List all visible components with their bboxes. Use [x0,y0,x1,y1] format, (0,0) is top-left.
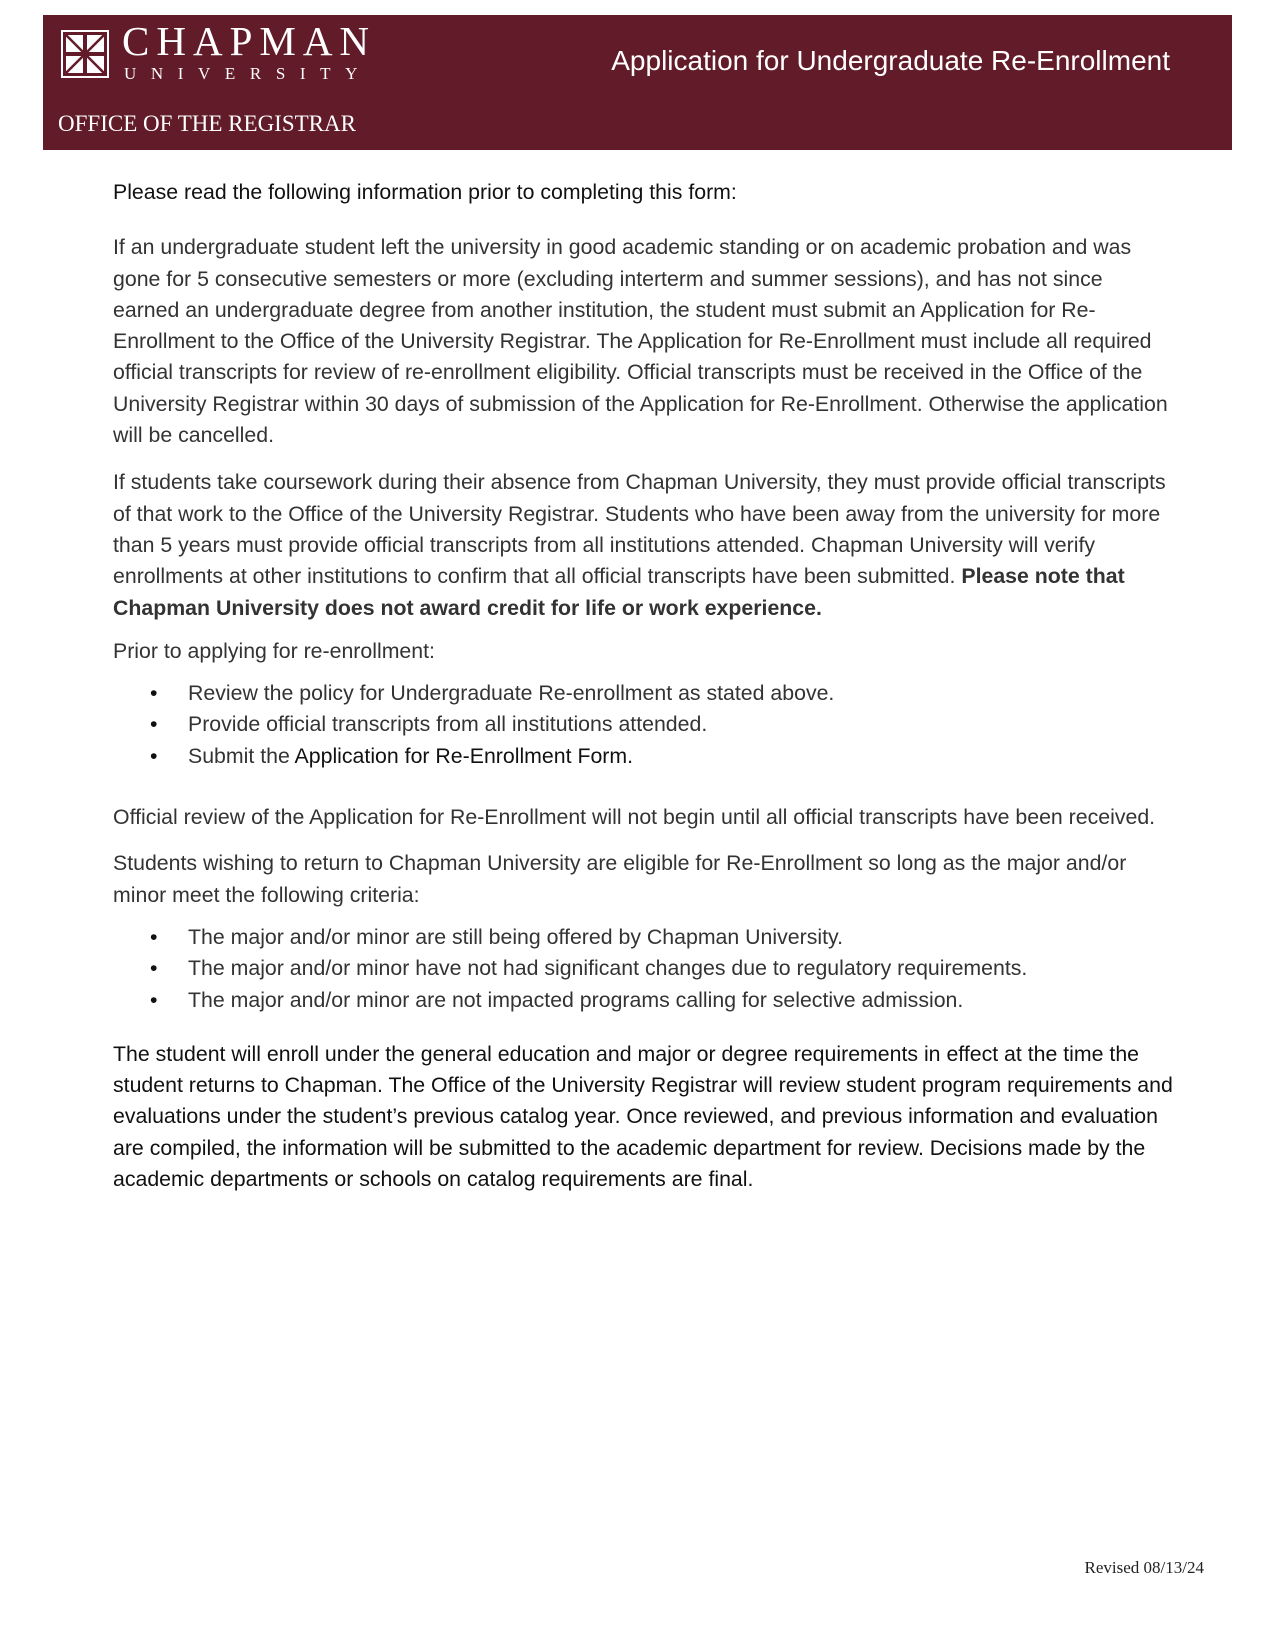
list-item: • The major and/or minor are still being offered by Chapman University. [113,922,1173,953]
prior-heading: Prior to applying for re-enrollment: [113,638,435,663]
list-item: • The major and/or minor are not impacted programs calling for selective admission. [113,985,1173,1016]
criteria-list [113,922,1173,1016]
form-title: Application for Undergraduate Re-Enrollment [611,45,1170,76]
chapman-window-logo-icon [61,30,109,78]
review-note: Official review of the Application for Re-Enrollment will not begin until all official transcripts have been received. [113,805,1156,830]
revision-date: Revised 08/13/24 [1084,1558,1204,1577]
prior-steps-list [113,678,1173,772]
criteria-intro: Students wishing to return to Chapman University are eligible for Re-Enrollment so long as the major and/or minor meet the following criteria: [113,851,1127,907]
list-item: • Provide official transcripts from all institutions attended. [113,709,1173,740]
list-item [113,741,1173,772]
university-wordmark: UNIVERSITY [124,64,372,83]
coursework-text: If students take coursework during their absence from Chapman University, they must provide official transcripts of that work to the Office of the University Registrar. Students who have been away from the university for more than 5 years must provide official transcripts from all institutions attended. Chapman University will verify enrollments at other institutions to confirm that all official transcripts have been submitted. [113,470,1166,589]
submit-prefix: Submit the [188,743,295,768]
list-item: • The major and/or minor have not had significant changes due to regulatory requirements. [113,953,1173,984]
header-banner [43,15,1232,150]
list-item: • Review the policy for Undergraduate Re-enrollment as stated above. [113,678,1173,709]
application-form-link[interactable]: Application for Re-Enrollment Form. [294,743,634,768]
reenrollment-policy-paragraph: If an undergraduate student left the university in good academic standing or on academic probation and was gone for 5 consecutive semesters or more (excluding interterm and summer sessions), and has not since earned an undergraduate degree from another institution, the student must submit an Application for Re-Enrollment to the Office of the University Registrar. The Application for Re-Enrollment must include all required official transcripts for review of re-enrollment eligibility. Official transcripts must be received in the Office of the University Registrar within 30 days of submission of the Application for Re-Enrollment. Otherwise the application will be cancelled. [113,235,1168,448]
document-body [113,177,1173,1195]
chapman-wordmark: CHAPMAN [122,18,377,64]
credit-note: Please note that Chapman University does not award credit for life or work experience. [113,564,1125,620]
coursework-paragraph [113,467,1173,623]
catalog-requirements-paragraph: The student will enroll under the general education and major or degree requirements in effect at the time the student returns to Chapman. The Office of the University Registrar will review student program requirements and evaluations under the student’s previous catalog year. Once reviewed, and previous information and evaluation are compiled, the information will be submitted to the academic department for review. Decisions made by the academic departments or schools on catalog requirements are final. [113,1041,1173,1192]
intro-line: Please read the following information prior to completing this form: [113,180,737,204]
office-name: OFFICE OF THE REGISTRAR [58,111,356,136]
